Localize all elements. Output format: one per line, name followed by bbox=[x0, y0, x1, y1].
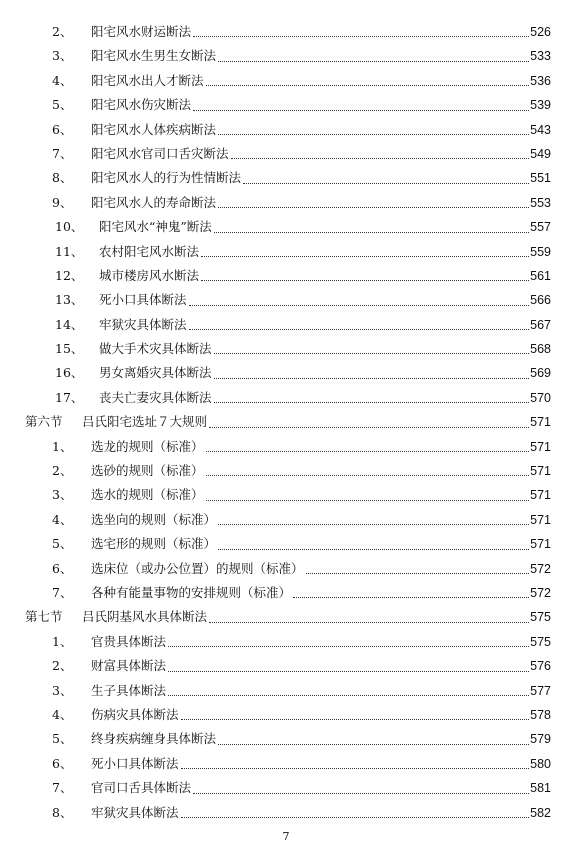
toc-dot-leader bbox=[214, 330, 529, 354]
toc-entry-title: 选宅形的规则（标准） bbox=[91, 532, 218, 556]
toc-dot-leader bbox=[214, 208, 529, 232]
toc-entry-title: 死小口具体断法 bbox=[91, 752, 181, 776]
toc-entry-page: 579 bbox=[529, 727, 551, 751]
toc-dot-leader bbox=[189, 306, 529, 330]
toc-dot-leader bbox=[231, 135, 529, 159]
toc-entry-title: 城市楼房风水断法 bbox=[99, 264, 201, 288]
toc-entry-number: 13、 bbox=[55, 292, 84, 308]
toc-entry-number: 6、 bbox=[52, 560, 73, 576]
toc-entry-page: 561 bbox=[529, 264, 551, 288]
toc-entry-page: 567 bbox=[529, 313, 551, 337]
toc-entry-title: 吕氏阴基风水具体断法 bbox=[82, 605, 209, 629]
toc-entry-page: 553 bbox=[529, 191, 551, 215]
toc-entry-number: 7、 bbox=[52, 584, 73, 600]
toc-dot-leader bbox=[206, 452, 529, 476]
toc-entry-number: 10、 bbox=[55, 219, 84, 235]
toc-entry-number: 5、 bbox=[52, 536, 73, 552]
toc-entry-page: 536 bbox=[529, 69, 551, 93]
toc-entry-row bbox=[0, 801, 572, 825]
toc-entry-title: 财富具体断法 bbox=[91, 654, 168, 678]
toc-entry-number: 4、 bbox=[52, 706, 73, 722]
toc-entry-page: 576 bbox=[529, 654, 551, 678]
toc-entry-page: 571 bbox=[529, 508, 551, 532]
toc-entry-title: 终身疾病缠身具体断法 bbox=[91, 727, 218, 751]
toc-dot-leader bbox=[218, 525, 529, 549]
toc-entry-number: 16、 bbox=[55, 365, 84, 381]
toc-dot-leader bbox=[193, 13, 529, 37]
toc-dot-leader bbox=[214, 354, 529, 378]
page-number: 7 bbox=[282, 830, 290, 843]
toc-entry-title: 牢狱灾具体断法 bbox=[91, 801, 181, 825]
toc-entry-title: 牢狱灾具体断法 bbox=[99, 313, 189, 337]
toc-entry-title: 阳宅风水出人才断法 bbox=[91, 69, 206, 93]
toc-entry-number: 2、 bbox=[52, 24, 73, 39]
toc-dot-leader bbox=[189, 281, 529, 305]
toc-entry-title: 阳宅风水生男生女断法 bbox=[91, 44, 218, 68]
toc-entry-page: 575 bbox=[529, 605, 551, 629]
toc-entry-page: 526 bbox=[529, 20, 551, 44]
toc-dot-leader bbox=[293, 574, 529, 598]
toc-entry-number: 11、 bbox=[55, 243, 84, 259]
toc-entry-title: 选龙的规则（标准） bbox=[91, 435, 206, 459]
toc-entry-page: 557 bbox=[529, 215, 551, 239]
toc-dot-leader bbox=[218, 37, 529, 61]
toc-entry-title: 选水的规则（标准） bbox=[91, 483, 206, 507]
toc-entry-page: 571 bbox=[529, 532, 551, 556]
toc-entry-title: 阳宅风水人体疾病断法 bbox=[91, 118, 218, 142]
toc-entry-number: 5、 bbox=[52, 97, 73, 113]
toc-entry-page: 559 bbox=[529, 240, 551, 264]
toc-entry-number: 1、 bbox=[52, 633, 73, 649]
toc-entry-page: 581 bbox=[529, 776, 551, 800]
toc-dot-leader bbox=[206, 428, 529, 452]
toc-dot-leader bbox=[201, 233, 529, 257]
toc-entry-title: 农村阳宅风水断法 bbox=[99, 240, 201, 264]
toc-entry-title: 阳宅风水人的寿命断法 bbox=[91, 191, 218, 215]
toc-entry-title: 选砂的规则（标准） bbox=[91, 459, 206, 483]
toc-dot-leader bbox=[209, 598, 529, 622]
toc-entry-number: 2、 bbox=[52, 658, 73, 674]
toc-entry-page: 549 bbox=[529, 142, 551, 166]
toc-dot-leader bbox=[306, 550, 529, 574]
toc-entry-title: 阳宅风水财运断法 bbox=[91, 20, 193, 44]
toc-entry-number: 3、 bbox=[52, 487, 73, 503]
toc-entry-title: 阳宅风水伤灾断法 bbox=[91, 93, 193, 117]
toc-dot-leader bbox=[168, 623, 529, 647]
toc-entry-title: 阳宅风水“神鬼”断法 bbox=[99, 215, 214, 239]
toc-entry-number: 14、 bbox=[55, 316, 84, 332]
toc-entry-title: 官贵具体断法 bbox=[91, 630, 168, 654]
toc-entry-page: 572 bbox=[529, 581, 551, 605]
toc-entry-title: 做大手术灾具体断法 bbox=[99, 337, 214, 361]
toc-entry-page: 571 bbox=[529, 483, 551, 507]
toc-entry-number: 4、 bbox=[52, 72, 73, 88]
toc-entry-page: 571 bbox=[529, 459, 551, 483]
toc-dot-leader bbox=[243, 159, 529, 183]
toc-entry-title: 阳宅风水人的行为性情断法 bbox=[91, 166, 243, 190]
toc-entry-number: 15、 bbox=[55, 341, 84, 357]
toc-entry-page: 543 bbox=[529, 118, 551, 142]
toc-entry-title: 伤病灾具体断法 bbox=[91, 703, 181, 727]
toc-dot-leader bbox=[181, 745, 529, 769]
toc-entry-number: 17、 bbox=[55, 389, 84, 405]
toc-entry-page: 582 bbox=[529, 801, 551, 825]
toc-entry-number: 2、 bbox=[52, 463, 73, 479]
toc-entry-number: 4、 bbox=[52, 511, 73, 527]
toc-entry-page: 578 bbox=[529, 703, 551, 727]
toc-entry-number: 7、 bbox=[52, 780, 73, 796]
toc-entry-page: 571 bbox=[529, 435, 551, 459]
toc-entry-page: 580 bbox=[529, 752, 551, 776]
toc-entry-page: 566 bbox=[529, 288, 551, 312]
toc-entry-number: 5、 bbox=[52, 731, 73, 747]
toc-dot-leader bbox=[209, 403, 529, 427]
toc-entry-page: 568 bbox=[529, 337, 551, 361]
toc-entry-page: 539 bbox=[529, 93, 551, 117]
table-of-contents bbox=[0, 20, 572, 825]
toc-entry-number: 8、 bbox=[52, 804, 73, 820]
toc-entry-number: 7、 bbox=[52, 145, 73, 161]
toc-dot-leader bbox=[168, 672, 529, 696]
toc-entry-page: 533 bbox=[529, 44, 551, 68]
toc-entry-title: 丧夫亡妻灾具体断法 bbox=[99, 386, 214, 410]
toc-entry-page: 570 bbox=[529, 386, 551, 410]
toc-entry-title: 选床位（或办公位置）的规则（标准） bbox=[91, 557, 306, 581]
toc-dot-leader bbox=[218, 111, 529, 135]
toc-dot-leader bbox=[218, 184, 529, 208]
toc-entry-number: 3、 bbox=[52, 682, 73, 698]
toc-dot-leader bbox=[193, 769, 529, 793]
toc-entry-number: 8、 bbox=[52, 170, 73, 186]
toc-entry-number: 3、 bbox=[52, 48, 73, 64]
toc-entry-page: 551 bbox=[529, 166, 551, 190]
toc-entry-number: 1、 bbox=[52, 438, 73, 454]
toc-entry-number: 9、 bbox=[52, 194, 73, 210]
toc-entry-title: 阳宅风水官司口舌灾断法 bbox=[91, 142, 231, 166]
toc-entry-number: 6、 bbox=[52, 121, 73, 137]
toc-dot-leader bbox=[218, 501, 529, 525]
toc-entry-number: 12、 bbox=[55, 267, 84, 283]
toc-entry-title: 官司口舌具体断法 bbox=[91, 776, 193, 800]
toc-dot-leader bbox=[206, 476, 529, 500]
toc-entry-number: 第七节 bbox=[25, 609, 63, 625]
toc-dot-leader bbox=[181, 794, 529, 818]
toc-entry-title: 各种有能量事物的安排规则（标准） bbox=[91, 581, 293, 605]
toc-entry-number: 第六节 bbox=[25, 414, 63, 430]
toc-dot-leader bbox=[181, 696, 529, 720]
toc-entry-page: 577 bbox=[529, 679, 551, 703]
toc-dot-leader bbox=[206, 62, 529, 86]
toc-entry-page: 571 bbox=[529, 410, 551, 434]
toc-dot-leader bbox=[218, 720, 529, 744]
toc-entry-page: 569 bbox=[529, 361, 551, 385]
toc-entry-title: 男女离婚灾具体断法 bbox=[99, 361, 214, 385]
toc-entry-page: 572 bbox=[529, 557, 551, 581]
toc-entry-title: 吕氏阳宅选址７大规则 bbox=[82, 410, 209, 434]
toc-entry-number: 6、 bbox=[52, 755, 73, 771]
toc-dot-leader bbox=[168, 647, 529, 671]
toc-entry-title: 选坐向的规则（标准） bbox=[91, 508, 218, 532]
toc-dot-leader bbox=[193, 86, 529, 110]
toc-entry-title: 死小口具体断法 bbox=[99, 288, 189, 312]
toc-entry-title: 生子具体断法 bbox=[91, 679, 168, 703]
toc-entry-page: 575 bbox=[529, 630, 551, 654]
toc-dot-leader bbox=[214, 379, 529, 403]
toc-dot-leader bbox=[201, 257, 529, 281]
